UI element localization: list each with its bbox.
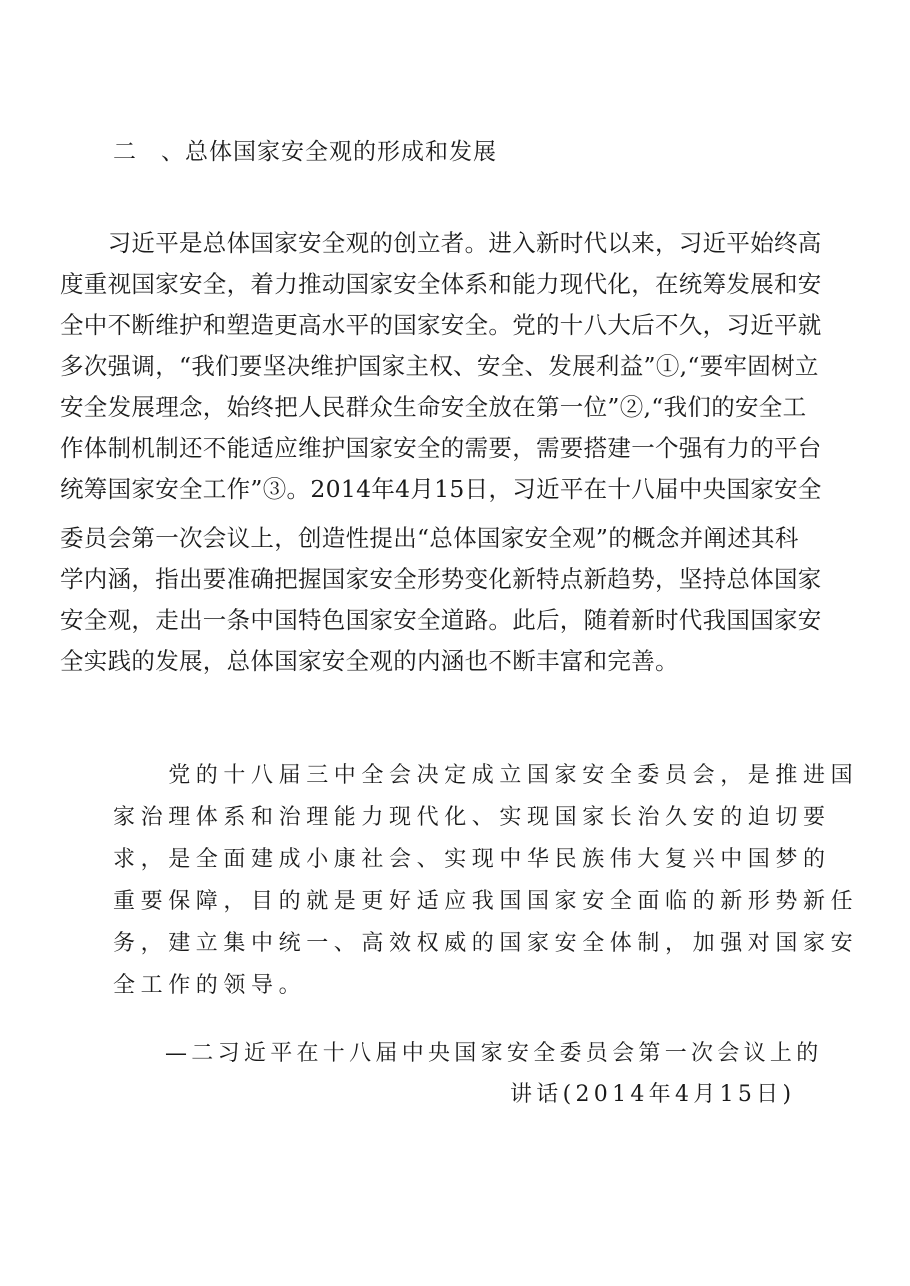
paragraph-line: 学内涵，指出要准确把握国家安全形势变化新特点新趋势，坚持总体国家	[60, 565, 822, 593]
paragraph-line: 习近平是总体国家安全观的创立者。进入新时代以来，习近平始终高	[60, 229, 822, 257]
attribution-line: —二习近平在十八届中央国家安全委员会第一次会议上的	[165, 1041, 823, 1066]
paragraph-line: 度重视国家安全，着力推动国家安全体系和能力现代化，在统筹发展和安	[60, 270, 822, 298]
section-heading: 二 、总体国家安全观的形成和发展	[113, 139, 497, 165]
paragraph-line: 安全观，走出一条中国特色国家安全道路。此后，随着新时代我国国家安	[60, 606, 822, 634]
paragraph-line: 安全发展理念，始终把人民群众生命安全放在第一位”②,“我们的安全工	[60, 393, 807, 421]
paragraph-line: 全实践的发展，总体国家安全观的内涵也不断丰富和完善。	[60, 647, 679, 675]
quote-line: 家治理体系和治理能力现代化、实现国家长治久安的迫切要	[113, 805, 831, 830]
paragraph-line: 多次强调，“我们要坚决维护国家主权、安全、发展利益”①,“要牢固树立	[60, 352, 819, 380]
quote-line: 党的十八届三中全会决定成立国家安全委员会，是推进国	[113, 763, 859, 788]
quote-line: 求，是全面建成小康社会、实现中华民族伟大复兴中国梦的	[113, 847, 831, 872]
quote-line: 务，建立集中统一、高效权威的国家安全体制，加强对国家安	[113, 931, 859, 956]
paragraph-line: 委员会第一次会议上，创造性提出“总体国家安全观”的概念并阐述其科	[60, 524, 799, 552]
quote-line: 全工作的领导。	[113, 973, 307, 998]
quote-line: 重要保障，目的就是更好适应我国国家安全面临的新形势新任	[113, 889, 859, 914]
paragraph-line: 全中不断维护和塑造更高水平的国家安全。党的十八大后不久，习近平就	[60, 311, 822, 339]
paragraph-line: 统筹国家安全工作”③。2014年4月15日，习近平在十八届中央国家安全	[60, 475, 822, 503]
attribution-line: 讲话(2014年4月15日)	[510, 1082, 796, 1107]
paragraph-line: 作体制机制还不能适应维护国家安全的需要，需要搭建一个强有力的平台	[60, 434, 822, 462]
